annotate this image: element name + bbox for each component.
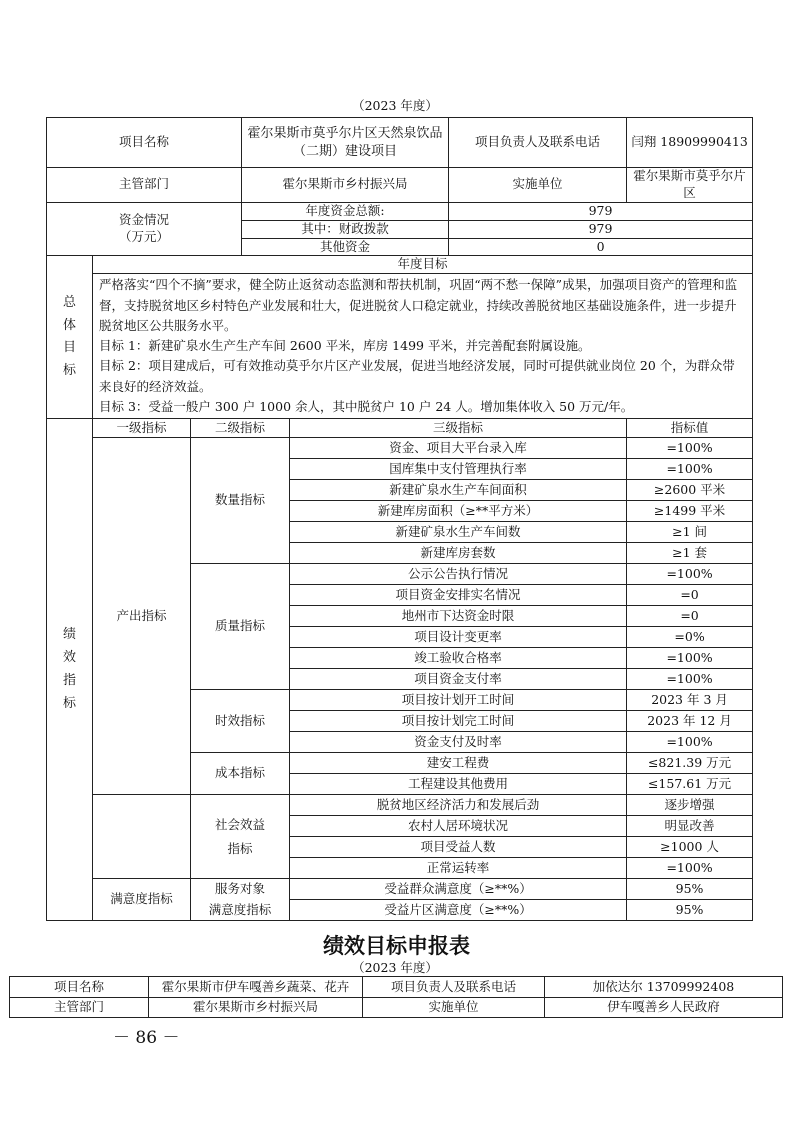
indicator-name: 项目资金安排实名情况	[290, 585, 627, 606]
indicator-value: =100%	[627, 438, 753, 459]
indicator-name: 项目按计划开工时间	[290, 690, 627, 711]
goal-paragraph: 目标 1：新建矿泉水生产生产车间 2600 平米，库房 1499 平米，并完善配套附属设施。	[99, 338, 591, 354]
performance-table-1	[46, 117, 753, 921]
indicator-name: 脱贫地区经济活力和发展后劲	[290, 795, 627, 816]
indicator-value: =100%	[627, 459, 753, 480]
indicator-name: 资金支付及时率	[290, 732, 627, 753]
quantity-indicator-label: 数量指标	[191, 438, 290, 564]
indicator-value: =100%	[627, 732, 753, 753]
indicator-name: 正常运转率	[290, 858, 627, 879]
goal-paragraph: 严格落实“四个不摘”要求，健全防止返贫动态监测和帮扶机制，巩固“两不愁一保障”成果，加强项目资产的管理和监督，支持脱贫地区乡村特色产业发展和壮大，促进脱贫人口稳定就业，持续改善脱贫地区基础设施条件，进一步提升脱贫地区公共服务水平。	[99, 277, 738, 333]
indicator-value: 逐步增强	[627, 795, 753, 816]
indicator-name: 地州市下达资金时限	[290, 606, 627, 627]
social-indicator-text: 社会效益指标	[214, 817, 265, 856]
contact-value: 闫翔 18909990413	[627, 118, 753, 168]
output-indicator-label: 产出指标	[93, 438, 191, 795]
indicator-value: ≤157.61 万元	[627, 774, 753, 795]
unit-label: 实施单位	[449, 168, 627, 203]
project2-name-label: 项目名称	[10, 977, 149, 998]
funds-label: 资金情况 （万元）	[47, 202, 242, 256]
timeliness-indicator-label: 时效指标	[191, 690, 290, 753]
project-name-label: 项目名称	[47, 118, 242, 168]
indicator-value: 95%	[627, 900, 753, 921]
benefit-indicator-blank	[93, 795, 191, 879]
indicator-name: 竣工验收合格率	[290, 648, 627, 669]
indicator-name: 项目受益人数	[290, 837, 627, 858]
indicator-value: 明显改善	[627, 816, 753, 837]
indicator-value: =0	[627, 585, 753, 606]
project2-contact-label: 项目负责人及联系电话	[363, 977, 545, 998]
indicator-name: 工程建设其他费用	[290, 774, 627, 795]
indicator-value: =0	[627, 606, 753, 627]
funds-other-value: 0	[449, 238, 753, 256]
project2-unit-value: 伊车嘎善乡人民政府	[545, 998, 783, 1018]
indicator-name: 受益片区满意度（≥**%）	[290, 900, 627, 921]
dept-value: 霍尔果斯市乡村振兴局	[242, 168, 449, 203]
annual-goal-content	[93, 274, 753, 419]
funds-fiscal-value: 979	[449, 220, 753, 238]
indicator-name: 国库集中支付管理执行率	[290, 459, 627, 480]
goal-paragraph: 目标 3：受益一般户 300 户 1000 余人，其中脱贫户 10 户 24 人。增加集体收入 50 万元/年。	[99, 398, 634, 414]
form-title: 绩效目标申报表	[323, 934, 470, 958]
indicator-value: =100%	[627, 669, 753, 690]
project2-name-value: 霍尔果斯市伊车嘎善乡蔬菜、花卉	[149, 977, 363, 998]
year-caption-top: （2023 年度）	[352, 98, 438, 113]
indicator-value: ≤821.39 万元	[627, 753, 753, 774]
project2-unit-label: 实施单位	[363, 998, 545, 1018]
indicator-value: 2023 年 3 月	[627, 690, 753, 711]
indicator-value: =0%	[627, 627, 753, 648]
indicator-value: =100%	[627, 858, 753, 879]
indicator-name: 新建库房面积（≥**平方米）	[290, 501, 627, 522]
satisfaction-level2-a: 服务对象	[191, 879, 290, 900]
performance-side-label	[47, 419, 93, 921]
project-name-value: 霍尔果斯市莫乎尔片区天然泉饮品（二期）建设项目	[242, 118, 449, 168]
indicator-name: 项目资金支付率	[290, 669, 627, 690]
project2-dept-label: 主管部门	[10, 998, 149, 1018]
social-indicator-label	[191, 795, 290, 879]
satisfaction-indicator-label: 满意度指标	[93, 879, 191, 921]
goal-paragraph: 目标 2：项目建成后，可有效推动莫乎尔片区产业发展，促进当地经济发展，同时可提供就业岗位 20 个，为群众带来良好的经济效益。	[99, 358, 735, 394]
funds-fiscal-label: 其中：财政拨款	[242, 220, 449, 238]
header-level2: 二级指标	[191, 419, 290, 438]
unit-value: 霍尔果斯市莫乎尔片区	[627, 168, 753, 203]
indicator-name: 新建矿泉水生产车间数	[290, 522, 627, 543]
overall-goal-side-text: 总体目标	[63, 294, 77, 379]
indicator-value: =100%	[627, 648, 753, 669]
overall-goal-side-label	[47, 256, 93, 419]
indicator-value: ≥1499 平米	[627, 501, 753, 522]
indicator-name: 建安工程费	[290, 753, 627, 774]
funds-total-value: 979	[449, 202, 753, 220]
indicator-value: 95%	[627, 879, 753, 900]
indicator-name: 项目按计划完工时间	[290, 711, 627, 732]
indicator-value: ≥2600 平米	[627, 480, 753, 501]
dept-label: 主管部门	[47, 168, 242, 203]
indicator-value: ≥1000 人	[627, 837, 753, 858]
performance-table-2	[9, 976, 783, 1018]
satisfaction-level2-b: 满意度指标	[191, 900, 290, 921]
indicator-name: 项目设计变更率	[290, 627, 627, 648]
header-value: 指标值	[627, 419, 753, 438]
indicator-value: 2023 年 12 月	[627, 711, 753, 732]
indicator-name: 新建矿泉水生产车间面积	[290, 480, 627, 501]
header-level1: 一级指标	[93, 419, 191, 438]
funds-other-label: 其他资金	[242, 238, 449, 256]
indicator-name: 公示公告执行情况	[290, 564, 627, 585]
cost-indicator-label: 成本指标	[191, 753, 290, 795]
annual-goal-header: 年度目标	[93, 256, 753, 274]
year-caption-bottom: （2023 年度）	[352, 960, 438, 975]
header-level3: 三级指标	[290, 419, 627, 438]
project2-contact-value: 加依达尔 13709992408	[545, 977, 783, 998]
project2-dept-value: 霍尔果斯市乡村振兴局	[149, 998, 363, 1018]
indicator-name: 新建库房套数	[290, 543, 627, 564]
indicator-value: ≥1 套	[627, 543, 753, 564]
indicator-name: 受益群众满意度（≥**%）	[290, 879, 627, 900]
quality-indicator-label: 质量指标	[191, 564, 290, 690]
indicator-value: ≥1 间	[627, 522, 753, 543]
indicator-name: 资金、项目大平台录入库	[290, 438, 627, 459]
funds-total-label: 年度资金总额:	[242, 202, 449, 220]
page-number: － 86 －	[113, 1028, 180, 1048]
performance-side-text: 绩效指标	[63, 627, 77, 711]
indicator-value: =100%	[627, 564, 753, 585]
indicator-name: 农村人居环境状况	[290, 816, 627, 837]
contact-label: 项目负责人及联系电话	[449, 118, 627, 168]
